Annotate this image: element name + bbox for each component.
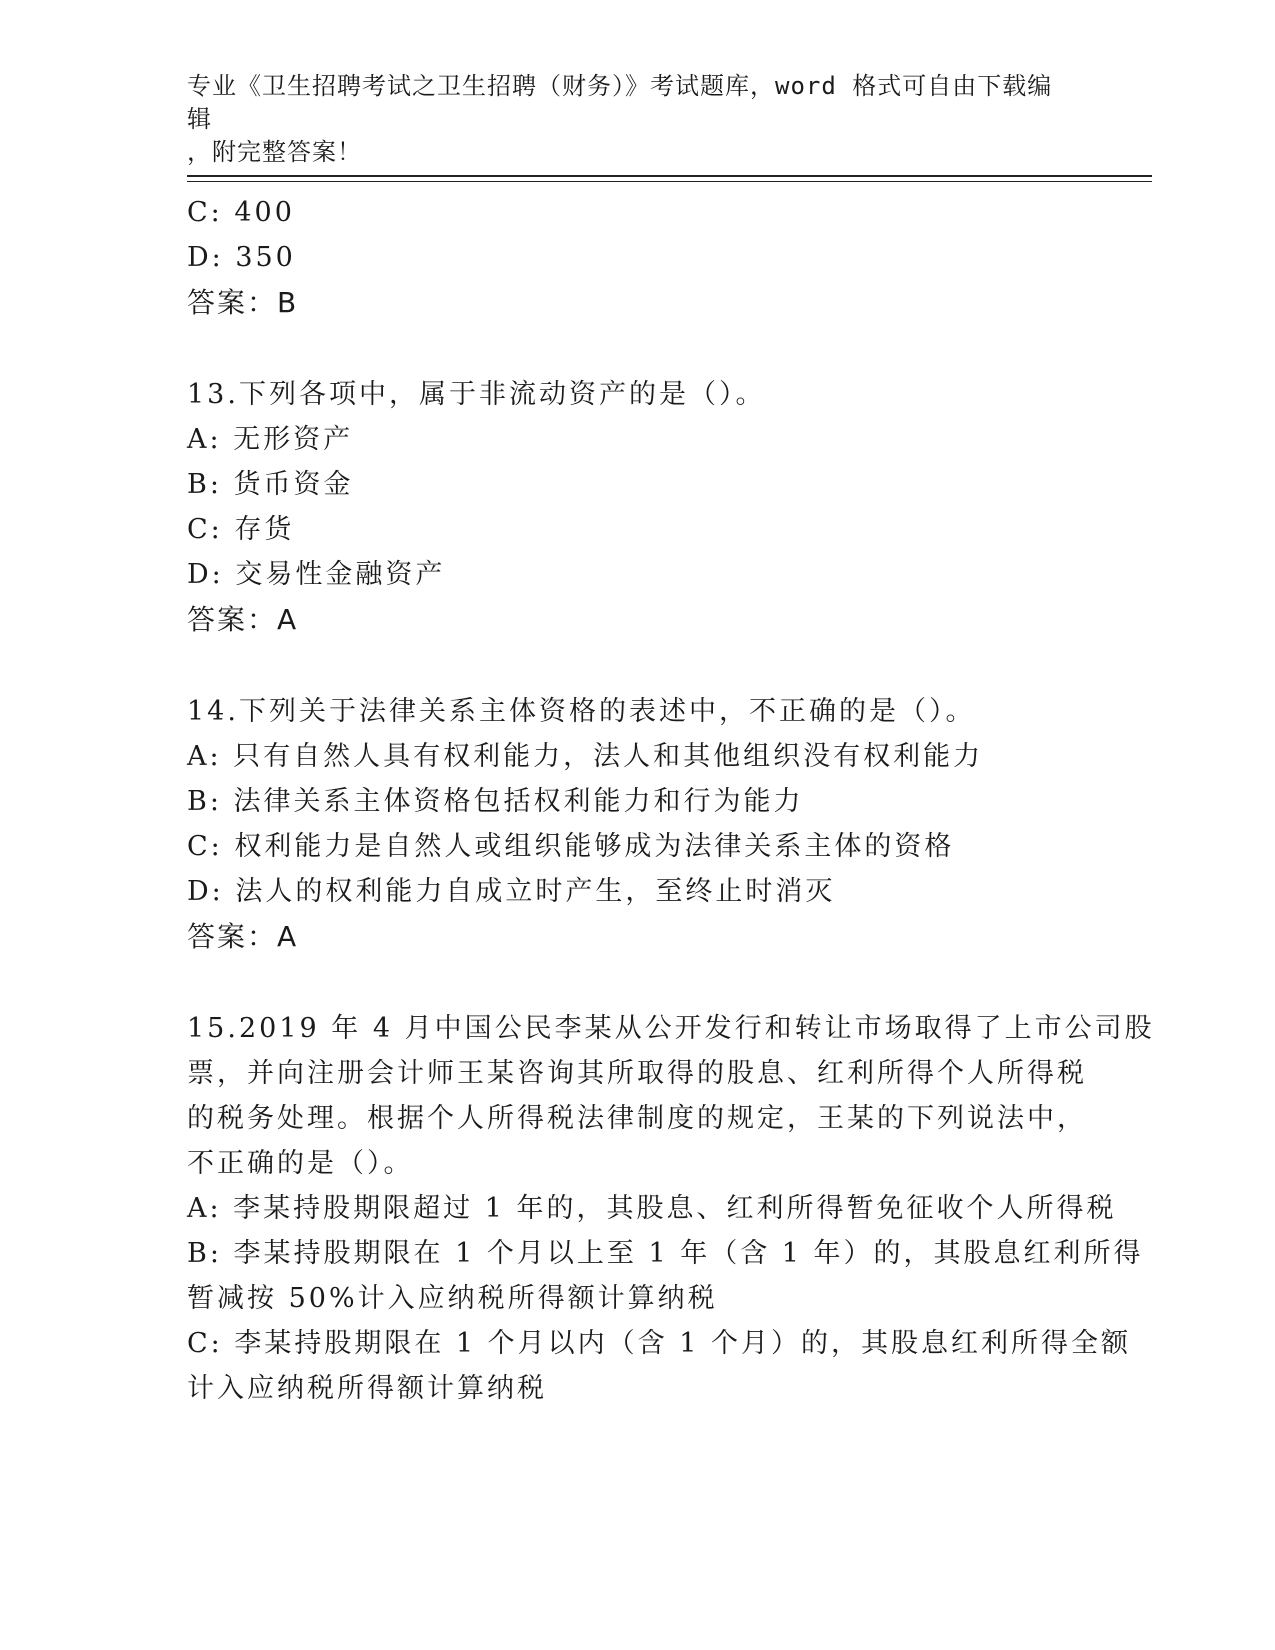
prev-question-block xyxy=(187,190,1087,325)
option-d: D: 法人的权利能力自成立时产生，至终止时消灭 xyxy=(187,876,836,907)
header-rule-thick xyxy=(187,175,1152,177)
option-b-line-1: B: 李某持股期限在 1 个月以上至 1 年（含 1 年）的，其股息红利所得 xyxy=(187,1238,1144,1269)
option-b: B: 货币资金 xyxy=(187,469,354,500)
header-rule-thin xyxy=(187,181,1152,182)
question-text-line-2: 票，并向注册会计师王某咨询其所取得的股息、红利所得个人所得税 xyxy=(187,1058,1087,1089)
option-a: A: 无形资产 xyxy=(187,424,354,455)
option-d: D: 交易性金融资产 xyxy=(187,559,446,590)
question-13-block xyxy=(187,372,1087,642)
option-a: A: 只有自然人具有权利能力，法人和其他组织没有权利能力 xyxy=(187,741,984,772)
answer-line: 答案：A xyxy=(187,603,299,636)
question-text-line-3: 的税务处理。根据个人所得税法律制度的规定，王某的下列说法中， xyxy=(187,1103,1087,1134)
header-line-1: 专业《卫生招聘考试之卫生招聘（财务）》考试题库，word 格式可自由下载编辑 xyxy=(187,72,1053,133)
option-d: D: 350 xyxy=(187,242,296,273)
answer-line: 答案：B xyxy=(187,286,299,319)
document-header xyxy=(187,70,1067,169)
question-text-line-4: 不正确的是（）。 xyxy=(187,1148,414,1179)
option-b: B: 法律关系主体资格包括权利能力和行为能力 xyxy=(187,786,804,817)
spacer xyxy=(187,959,1087,1006)
spacer xyxy=(187,325,1087,372)
spacer xyxy=(187,642,1087,689)
option-c-line-2: 计入应纳税所得额计算纳税 xyxy=(187,1373,547,1404)
option-c: C: 存货 xyxy=(187,514,295,545)
question-text-line-1: 15.2019 年 4 月中国公民李某从公开发行和转让市场取得了上市公司股 xyxy=(187,1013,1155,1044)
option-c: C: 权利能力是自然人或组织能够成为法律关系主体的资格 xyxy=(187,831,955,862)
option-c-line-1: C: 李某持股期限在 1 个月以内（含 1 个月）的，其股息红利所得全额 xyxy=(187,1328,1132,1359)
option-b-line-2: 暂减按 50%计入应纳税所得额计算纳税 xyxy=(187,1283,718,1314)
option-c: C: 400 xyxy=(187,197,295,228)
question-content xyxy=(187,190,1155,1411)
question-text: 13.下列各项中，属于非流动资产的是（）。 xyxy=(187,379,766,410)
question-14-block xyxy=(187,689,1087,959)
question-text: 14.下列关于法律关系主体资格的表述中，不正确的是（）。 xyxy=(187,696,976,727)
option-a: A: 李某持股期限超过 1 年的，其股息、红利所得暂免征收个人所得税 xyxy=(187,1193,1117,1224)
header-line-2: ，附完整答案！ xyxy=(187,138,362,166)
answer-line: 答案：A xyxy=(187,920,299,953)
question-15-block xyxy=(187,1006,1155,1411)
